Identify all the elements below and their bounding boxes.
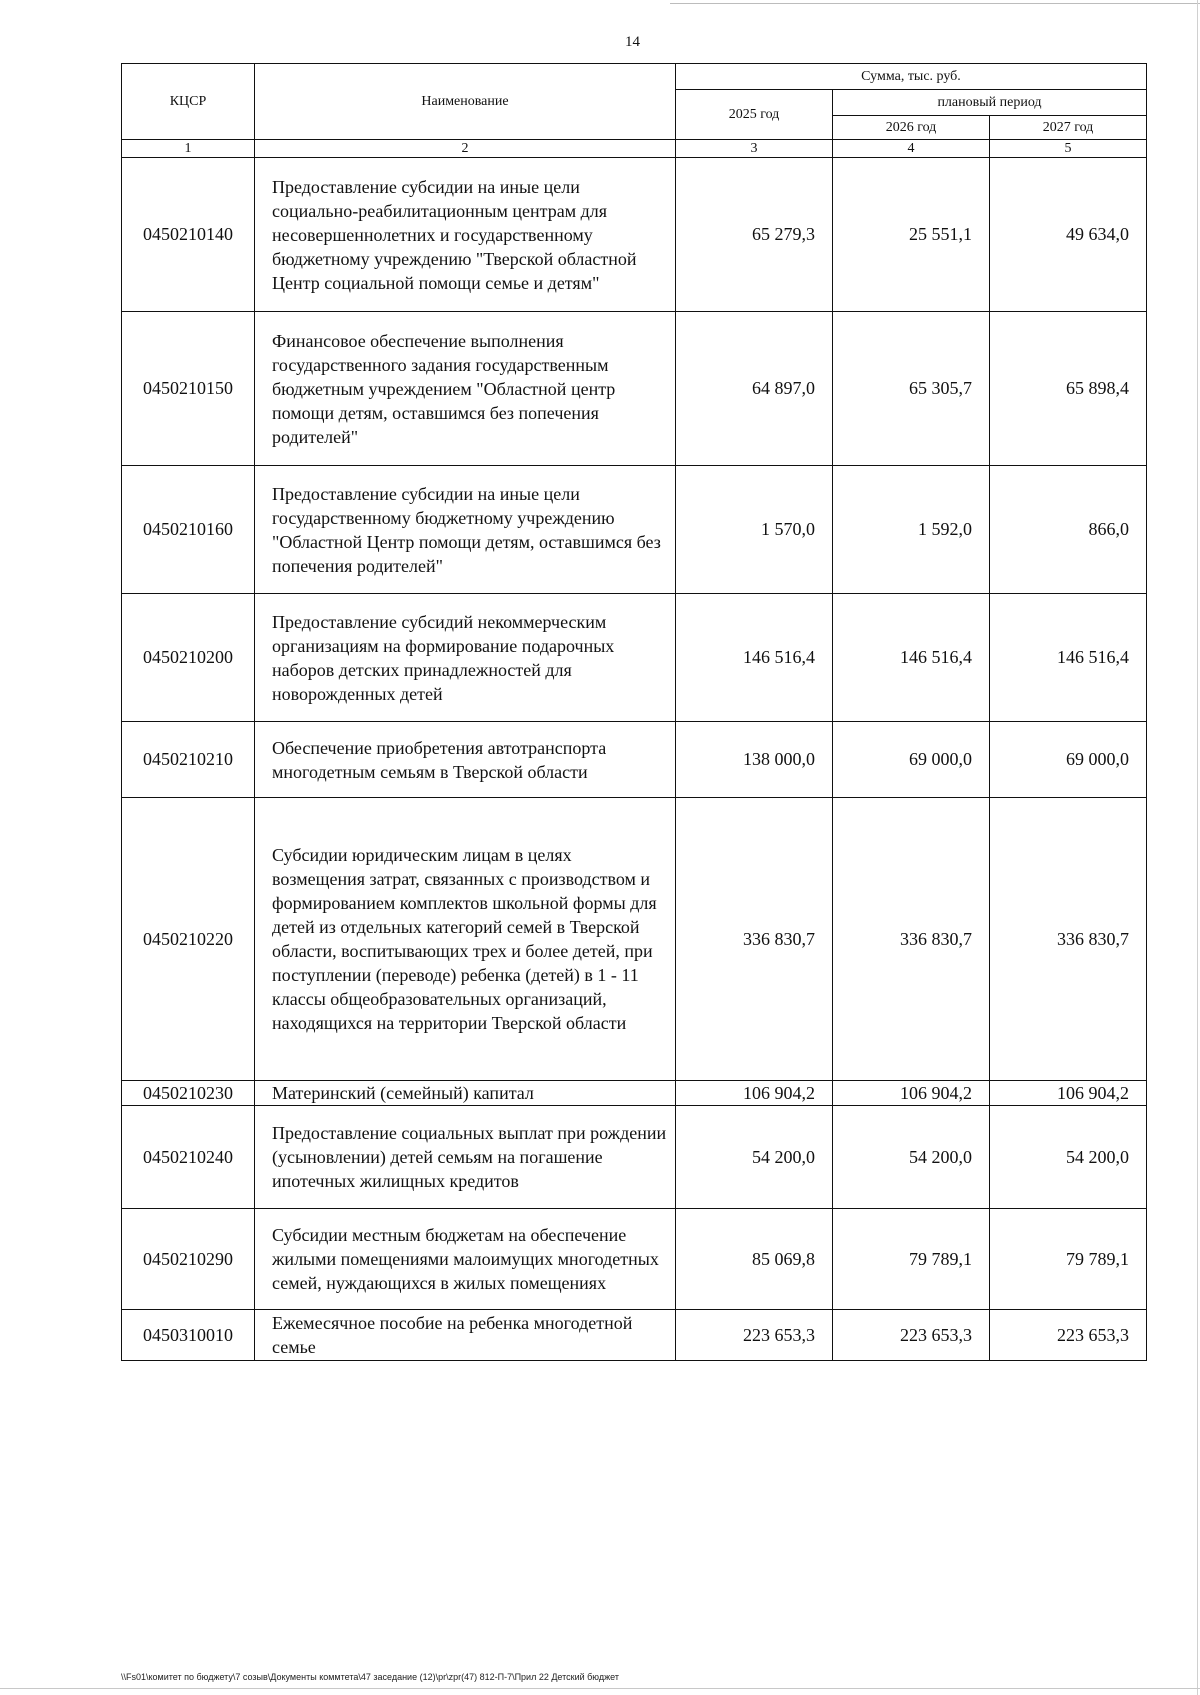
row-value-2026: 106 904,2 <box>833 1081 990 1106</box>
header-name: Наименование <box>255 64 676 140</box>
table-row <box>122 312 1147 466</box>
row-value-2027: 106 904,2 <box>990 1081 1147 1106</box>
header-year-2027: 2027 год <box>990 116 1147 140</box>
row-value-2026: 1 592,0 <box>833 466 990 594</box>
row-value-2026: 79 789,1 <box>833 1209 990 1310</box>
row-name: Субсидии местным бюджетам на обеспечение жилыми помещениями малоимущих многодетных семей, нуждающихся в жилых помещениях <box>255 1209 676 1310</box>
row-name: Предоставление субсидии на иные цели государственному бюджетному учреждению "Областной Центр помощи детям, оставшимся без попечения родителей" <box>255 466 676 594</box>
scan-edge-top <box>670 3 1200 4</box>
row-code: 0450210140 <box>122 158 255 312</box>
table-row <box>122 1310 1147 1361</box>
table-row <box>122 798 1147 1081</box>
row-value-2025: 138 000,0 <box>676 722 833 798</box>
column-number: 4 <box>833 140 990 158</box>
header-year-2025: 2025 год <box>676 90 833 140</box>
row-code: 0450210210 <box>122 722 255 798</box>
column-number: 2 <box>255 140 676 158</box>
row-code: 0450210220 <box>122 798 255 1081</box>
row-value-2025: 336 830,7 <box>676 798 833 1081</box>
row-code: 0450210150 <box>122 312 255 466</box>
table-row <box>122 1081 1147 1106</box>
table-body <box>122 158 1147 1361</box>
budget-table <box>121 63 1147 1361</box>
row-value-2027: 54 200,0 <box>990 1106 1147 1209</box>
row-code: 0450310010 <box>122 1310 255 1361</box>
header-sum: Сумма, тыс. руб. <box>676 64 1147 90</box>
row-value-2027: 336 830,7 <box>990 798 1147 1081</box>
scan-edge-right <box>1197 0 1198 1695</box>
row-value-2026: 146 516,4 <box>833 594 990 722</box>
row-value-2027: 69 000,0 <box>990 722 1147 798</box>
row-value-2027: 146 516,4 <box>990 594 1147 722</box>
row-value-2025: 146 516,4 <box>676 594 833 722</box>
row-value-2027: 49 634,0 <box>990 158 1147 312</box>
table-header <box>122 64 1147 158</box>
footer-file-path: \\Fs01\комитет по бюджету\7 созыв\Документы коммтета\47 заседание (12)\pr\zpr(47) 812-П-7\Прил 22 Детский бюджет <box>121 1672 619 1682</box>
table-row <box>122 158 1147 312</box>
row-value-2025: 1 570,0 <box>676 466 833 594</box>
row-value-2025: 54 200,0 <box>676 1106 833 1209</box>
header-planned-period: плановый период <box>833 90 1147 116</box>
row-value-2026: 25 551,1 <box>833 158 990 312</box>
row-value-2026: 336 830,7 <box>833 798 990 1081</box>
row-code: 0450210200 <box>122 594 255 722</box>
column-number: 3 <box>676 140 833 158</box>
row-name: Материнский (семейный) капитал <box>255 1081 676 1106</box>
header-year-2026: 2026 год <box>833 116 990 140</box>
table-row <box>122 466 1147 594</box>
row-name: Обеспечение приобретения автотранспорта многодетным семьям в Тверской области <box>255 722 676 798</box>
column-number: 5 <box>990 140 1147 158</box>
row-code: 0450210290 <box>122 1209 255 1310</box>
row-value-2026: 65 305,7 <box>833 312 990 466</box>
row-value-2026: 223 653,3 <box>833 1310 990 1361</box>
row-name: Ежемесячное пособие на ребенка многодетной семье <box>255 1310 676 1361</box>
row-value-2025: 64 897,0 <box>676 312 833 466</box>
column-number: 1 <box>122 140 255 158</box>
row-value-2027: 65 898,4 <box>990 312 1147 466</box>
row-value-2025: 223 653,3 <box>676 1310 833 1361</box>
row-code: 0450210240 <box>122 1106 255 1209</box>
row-value-2026: 54 200,0 <box>833 1106 990 1209</box>
table-row <box>122 722 1147 798</box>
row-value-2027: 866,0 <box>990 466 1147 594</box>
table-row <box>122 1106 1147 1209</box>
row-value-2027: 79 789,1 <box>990 1209 1147 1310</box>
row-name: Субсидии юридическим лицам в целях возмещения затрат, связанных с производством и формированием комплектов школьной формы для детей из отдельных категорий семей в Тверской области, воспитывающих трех и более детей, при поступлении (переводе) ребенка (детей) в 1 - 11 классы общеобразовательных организаций, находящихся на территории Тверской области <box>255 798 676 1081</box>
page-number: 14 <box>625 34 640 50</box>
header-code: КЦСР <box>122 64 255 140</box>
row-name: Финансовое обеспечение выполнения государственного задания государственным бюджетным учреждением "Областной центр помощи детям, оставшимся без попечения родителей" <box>255 312 676 466</box>
row-value-2025: 85 069,8 <box>676 1209 833 1310</box>
row-code: 0450210160 <box>122 466 255 594</box>
row-name: Предоставление социальных выплат при рождении (усыновлении) детей семьям на погашение ипотечных жилищных кредитов <box>255 1106 676 1209</box>
row-value-2025: 106 904,2 <box>676 1081 833 1106</box>
row-name: Предоставление субсидии на иные цели социально-реабилитационным центрам для несовершеннолетних и государственному бюджетному учреждению "Тверской областной Центр социальной помощи семье и детям" <box>255 158 676 312</box>
row-code: 0450210230 <box>122 1081 255 1106</box>
row-value-2025: 65 279,3 <box>676 158 833 312</box>
column-numbers-row <box>122 140 1147 158</box>
table-row <box>122 594 1147 722</box>
scan-edge-bottom <box>0 1688 1200 1689</box>
row-value-2026: 69 000,0 <box>833 722 990 798</box>
row-name: Предоставление субсидий некоммерческим организациям на формирование подарочных наборов детских принадлежностей для новорожденных детей <box>255 594 676 722</box>
table-row <box>122 1209 1147 1310</box>
row-value-2027: 223 653,3 <box>990 1310 1147 1361</box>
